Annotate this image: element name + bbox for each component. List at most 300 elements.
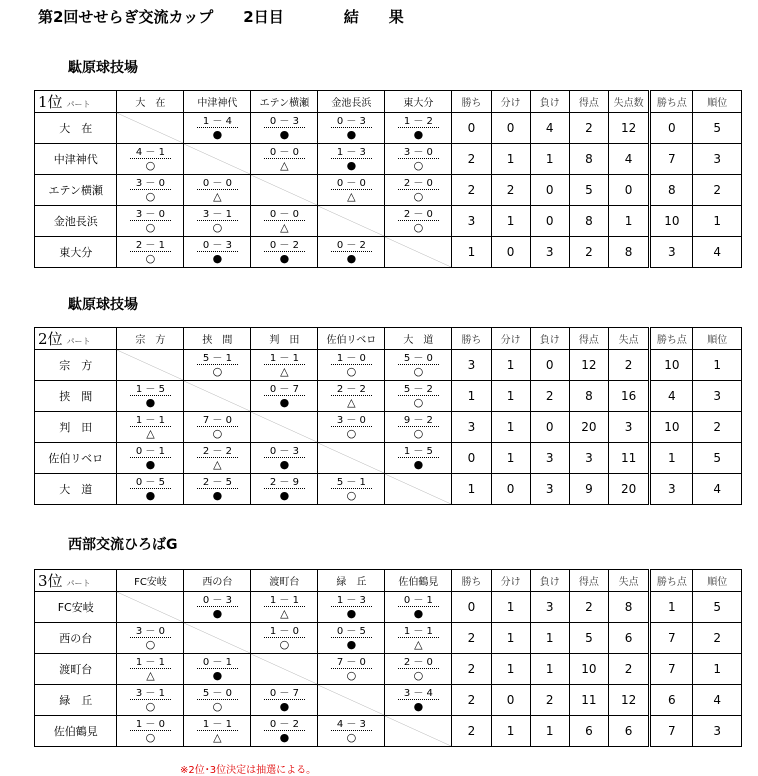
stat-header: 勝ち	[452, 570, 491, 592]
stat-value: 1	[452, 381, 491, 412]
team-column-header: 西の台	[184, 570, 251, 592]
team-column-header: 判 田	[251, 328, 318, 350]
stat-value: 1	[491, 623, 530, 654]
stat-value: 0	[530, 206, 569, 237]
stat-value: 2	[452, 716, 491, 747]
result-mark-icon: △	[213, 457, 222, 471]
stat-header: 順位	[693, 91, 742, 113]
stat-value: 4	[650, 381, 693, 412]
self-match-cell	[117, 592, 184, 623]
result-mark-icon: △	[280, 158, 289, 172]
stat-value: 16	[608, 381, 649, 412]
match-result-cell	[385, 443, 452, 474]
stat-header: 負け	[530, 91, 569, 113]
stat-value: 11	[569, 685, 608, 716]
team-row	[35, 206, 742, 237]
team-row-header: 大 在	[35, 113, 117, 144]
match-result	[184, 206, 250, 236]
match-result	[117, 685, 183, 715]
venue-label: 西部交流ひろばG	[68, 537, 178, 553]
team-row-header: 緑 丘	[35, 685, 117, 716]
match-score: 0 － 3	[264, 446, 305, 458]
team-row	[35, 592, 742, 623]
match-score: 0 － 1	[398, 595, 439, 607]
stat-value: 4	[530, 113, 569, 144]
team-row	[35, 654, 742, 685]
result-mark-icon: ○	[413, 158, 424, 172]
match-result-cell	[251, 144, 318, 175]
self-match-cell	[117, 113, 184, 144]
result-mark-icon: ○	[145, 637, 156, 651]
stat-value: 2	[491, 175, 530, 206]
stat-value: 5	[693, 443, 742, 474]
stat-value: 6	[608, 716, 649, 747]
stat-value: 5	[693, 592, 742, 623]
stat-value: 0	[650, 113, 693, 144]
stat-value: 0	[452, 592, 491, 623]
match-result-cell	[184, 716, 251, 747]
stat-value: 1	[530, 623, 569, 654]
match-result	[385, 381, 451, 411]
match-result	[385, 175, 451, 205]
match-result-cell	[385, 144, 452, 175]
result-mark-icon: △	[146, 668, 155, 682]
stat-value: 3	[693, 716, 742, 747]
team-row-header: エテン横瀬	[35, 175, 117, 206]
match-score: 0 － 0	[264, 209, 305, 221]
stat-value: 0	[491, 474, 530, 505]
match-result-cell	[251, 716, 318, 747]
stat-value: 4	[608, 144, 649, 175]
result-mark-icon: ●	[279, 457, 290, 471]
match-result-cell	[385, 206, 452, 237]
stat-value: 11	[608, 443, 649, 474]
stat-value: 3	[650, 237, 693, 268]
match-result	[251, 381, 317, 411]
diagonal-line	[184, 381, 250, 411]
stat-value: 1	[491, 206, 530, 237]
result-mark-icon: △	[280, 220, 289, 234]
team-row-header: 大 道	[35, 474, 117, 505]
match-result	[117, 144, 183, 174]
team-row	[35, 144, 742, 175]
result-mark-icon: ○	[413, 426, 424, 440]
match-result-cell	[385, 350, 452, 381]
match-result-cell	[184, 474, 251, 505]
team-column-header: エテン横瀬	[251, 91, 318, 113]
match-result	[385, 654, 451, 684]
match-result	[117, 237, 183, 267]
result-mark-icon: ●	[279, 699, 290, 713]
match-result-cell	[184, 350, 251, 381]
stat-header: 勝ち	[452, 91, 491, 113]
match-score: 3 － 0	[398, 147, 439, 159]
rank-corner-cell	[35, 91, 117, 113]
diagonal-line	[184, 623, 250, 653]
header-row	[35, 570, 742, 592]
match-result-cell	[318, 592, 385, 623]
match-result-cell	[385, 412, 452, 443]
match-result-cell	[251, 381, 318, 412]
match-result-cell	[251, 443, 318, 474]
stat-value: 0	[530, 350, 569, 381]
match-score: 3 － 1	[130, 688, 171, 700]
stat-header: 順位	[693, 570, 742, 592]
match-result	[184, 237, 250, 267]
match-result	[184, 350, 250, 380]
diagonal-line	[385, 474, 451, 504]
stat-value: 0	[608, 175, 649, 206]
match-score: 5 － 1	[197, 353, 238, 365]
match-result	[251, 474, 317, 504]
stat-value: 3	[530, 237, 569, 268]
match-score: 1 － 1	[130, 415, 171, 427]
stat-value: 2	[530, 381, 569, 412]
stat-header: 順位	[693, 328, 742, 350]
diagonal-line	[318, 685, 384, 715]
match-result	[117, 381, 183, 411]
self-match-cell	[251, 654, 318, 685]
stat-value: 0	[452, 443, 491, 474]
standings-table-group-1	[34, 90, 742, 268]
match-result	[318, 623, 384, 653]
match-result-cell	[117, 206, 184, 237]
stat-value: 2	[569, 113, 608, 144]
result-mark-icon: ○	[413, 668, 424, 682]
match-result-cell	[318, 412, 385, 443]
match-result-cell	[117, 654, 184, 685]
result-mark-icon: ○	[145, 730, 156, 744]
match-score: 1 － 4	[197, 116, 238, 128]
match-result	[117, 206, 183, 236]
stat-header: 分け	[491, 91, 530, 113]
match-result	[385, 144, 451, 174]
venue-label: 駄原球技場	[68, 297, 138, 313]
match-result	[117, 474, 183, 504]
match-score: 3 － 0	[130, 626, 171, 638]
match-result	[318, 474, 384, 504]
stat-value: 3	[452, 350, 491, 381]
match-score: 1 － 2	[398, 116, 439, 128]
self-match-cell	[251, 412, 318, 443]
match-result-cell	[318, 237, 385, 268]
team-column-header: 金池長浜	[318, 91, 385, 113]
team-row	[35, 237, 742, 268]
team-row	[35, 685, 742, 716]
stat-value: 5	[569, 623, 608, 654]
result-mark-icon: ●	[145, 457, 156, 471]
match-result	[117, 412, 183, 442]
result-mark-icon: △	[280, 606, 289, 620]
diagonal-line	[318, 206, 384, 236]
stat-value: 3	[608, 412, 649, 443]
match-result-cell	[251, 206, 318, 237]
match-result	[251, 592, 317, 622]
stat-value: 10	[569, 654, 608, 685]
stat-value: 2	[608, 654, 649, 685]
match-result-cell	[318, 381, 385, 412]
stat-value: 6	[569, 716, 608, 747]
stat-value: 1	[650, 443, 693, 474]
stat-header: 得点	[569, 328, 608, 350]
stat-value: 8	[569, 381, 608, 412]
stat-value: 8	[608, 592, 649, 623]
stat-value: 3	[530, 592, 569, 623]
stat-value: 10	[650, 206, 693, 237]
match-score: 3 － 0	[130, 178, 171, 190]
diagonal-line	[251, 412, 317, 442]
result-mark-icon: ○	[212, 699, 223, 713]
match-score: 2 － 0	[398, 209, 439, 221]
match-result	[117, 175, 183, 205]
stat-header: 得点	[569, 570, 608, 592]
result-mark-icon: ○	[346, 730, 357, 744]
self-match-cell	[318, 206, 385, 237]
team-column-header: 中津神代	[184, 91, 251, 113]
match-score: 0 － 3	[197, 240, 238, 252]
result-mark-icon: ●	[346, 127, 357, 141]
result-mark-icon: ●	[346, 637, 357, 651]
stat-value: 1	[491, 654, 530, 685]
match-result	[385, 412, 451, 442]
match-result	[251, 716, 317, 746]
match-score: 1 － 5	[398, 446, 439, 458]
match-result	[318, 175, 384, 205]
stat-value: 2	[452, 685, 491, 716]
stat-value: 1	[693, 206, 742, 237]
match-result	[318, 237, 384, 267]
stat-value: 20	[569, 412, 608, 443]
match-result	[184, 443, 250, 473]
stat-value: 0	[452, 113, 491, 144]
stat-value: 4	[693, 474, 742, 505]
part-label: パート	[66, 337, 91, 346]
stat-value: 1	[491, 381, 530, 412]
stat-value: 2	[452, 175, 491, 206]
stat-value: 2	[569, 237, 608, 268]
self-match-cell	[385, 237, 452, 268]
match-score: 0 － 1	[197, 657, 238, 669]
stat-header: 失点	[608, 570, 649, 592]
team-row-header: 西の台	[35, 623, 117, 654]
group-rank-label: 2位	[38, 330, 63, 348]
match-score: 2 － 0	[398, 657, 439, 669]
self-match-cell	[184, 381, 251, 412]
result-mark-icon: ●	[279, 395, 290, 409]
stat-value: 7	[650, 144, 693, 175]
stat-value: 9	[569, 474, 608, 505]
rank-corner-cell	[35, 570, 117, 592]
self-match-cell	[117, 350, 184, 381]
match-score: 1 － 1	[264, 595, 305, 607]
result-mark-icon: ○	[413, 189, 424, 203]
stat-value: 1	[530, 716, 569, 747]
stat-value: 2	[693, 623, 742, 654]
stat-header: 勝ち点	[650, 570, 693, 592]
result-mark-icon: ○	[346, 426, 357, 440]
stat-header: 負け	[530, 570, 569, 592]
match-result-cell	[385, 175, 452, 206]
result-mark-icon: ●	[212, 606, 223, 620]
match-result	[117, 443, 183, 473]
stat-header: 負け	[530, 328, 569, 350]
standings-table-group-3	[34, 569, 742, 747]
match-score: 4 － 3	[331, 719, 372, 731]
result-mark-icon: ●	[212, 251, 223, 265]
match-result-cell	[117, 474, 184, 505]
match-score: 5 － 1	[331, 477, 372, 489]
match-score: 2 － 5	[197, 477, 238, 489]
team-row	[35, 113, 742, 144]
result-mark-icon: ○	[279, 637, 290, 651]
match-result	[251, 113, 317, 143]
team-row-header: 判 田	[35, 412, 117, 443]
team-row	[35, 175, 742, 206]
stat-value: 2	[693, 412, 742, 443]
stat-header: 勝ち点	[650, 328, 693, 350]
match-result-cell	[184, 654, 251, 685]
team-row-header: 中津神代	[35, 144, 117, 175]
team-column-header: 東大分	[385, 91, 452, 113]
result-mark-icon: ●	[413, 457, 424, 471]
match-result	[385, 592, 451, 622]
part-label: パート	[66, 100, 91, 109]
standings-table-group-2	[34, 327, 742, 505]
team-row	[35, 381, 742, 412]
result-mark-icon: ●	[413, 699, 424, 713]
diagonal-line	[251, 654, 317, 684]
match-result	[184, 654, 250, 684]
match-result	[251, 685, 317, 715]
result-mark-icon: ○	[413, 395, 424, 409]
match-result-cell	[117, 144, 184, 175]
match-result-cell	[251, 623, 318, 654]
match-result-cell	[385, 113, 452, 144]
match-score: 2 － 9	[264, 477, 305, 489]
result-mark-icon: ●	[212, 127, 223, 141]
self-match-cell	[318, 443, 385, 474]
match-score: 1 － 1	[197, 719, 238, 731]
match-score: 3 － 4	[398, 688, 439, 700]
stat-value: 1	[491, 592, 530, 623]
match-result-cell	[184, 685, 251, 716]
match-score: 7 － 0	[197, 415, 238, 427]
match-result	[251, 144, 317, 174]
match-score: 1 － 1	[264, 353, 305, 365]
match-result	[318, 716, 384, 746]
stat-value: 0	[491, 113, 530, 144]
match-score: 2 － 1	[130, 240, 171, 252]
result-mark-icon: ●	[279, 730, 290, 744]
team-row-header: 挟 間	[35, 381, 117, 412]
team-row-header: 金池長浜	[35, 206, 117, 237]
self-match-cell	[184, 623, 251, 654]
stat-value: 1	[491, 350, 530, 381]
team-column-header: 佐伯リベロ	[318, 328, 385, 350]
team-column-header: 佐伯鶴見	[385, 570, 452, 592]
match-result-cell	[385, 592, 452, 623]
team-row-header: 佐伯リベロ	[35, 443, 117, 474]
result-mark-icon: ●	[346, 158, 357, 172]
match-result-cell	[117, 381, 184, 412]
match-result-cell	[184, 113, 251, 144]
match-result-cell	[318, 474, 385, 505]
result-mark-icon: ●	[413, 606, 424, 620]
result-mark-icon: ●	[413, 127, 424, 141]
header-row	[35, 328, 742, 350]
group-rank-label: 3位	[38, 572, 63, 590]
result-mark-icon: ○	[413, 364, 424, 378]
self-match-cell	[184, 144, 251, 175]
stat-value: 0	[530, 175, 569, 206]
stat-value: 3	[693, 144, 742, 175]
match-score: 0 － 2	[331, 240, 372, 252]
stat-header: 勝ち点	[650, 91, 693, 113]
match-result-cell	[184, 592, 251, 623]
stat-value: 2	[452, 623, 491, 654]
group-rank-label: 1位	[38, 93, 63, 111]
match-score: 5 － 0	[398, 353, 439, 365]
self-match-cell	[385, 474, 452, 505]
match-score: 0 － 2	[264, 240, 305, 252]
self-match-cell	[251, 175, 318, 206]
stat-value: 1	[452, 474, 491, 505]
match-result	[184, 592, 250, 622]
result-mark-icon: ○	[145, 251, 156, 265]
result-mark-icon: ●	[279, 251, 290, 265]
team-row-header: FC安岐	[35, 592, 117, 623]
match-score: 1 － 0	[264, 626, 305, 638]
stat-value: 3	[650, 474, 693, 505]
diagonal-line	[385, 716, 451, 746]
stat-value: 0	[491, 685, 530, 716]
match-result-cell	[184, 412, 251, 443]
stat-value: 6	[650, 685, 693, 716]
stat-value: 8	[569, 206, 608, 237]
team-row	[35, 716, 742, 747]
diagonal-line	[251, 175, 317, 205]
team-column-header: 大 在	[117, 91, 184, 113]
match-result-cell	[385, 623, 452, 654]
match-result	[184, 716, 250, 746]
diagonal-line	[117, 113, 183, 143]
stat-value: 1	[491, 443, 530, 474]
match-result-cell	[117, 412, 184, 443]
self-match-cell	[318, 685, 385, 716]
result-mark-icon: △	[213, 730, 222, 744]
result-mark-icon: ○	[212, 426, 223, 440]
diagonal-line	[385, 237, 451, 267]
team-row-header: 宗 方	[35, 350, 117, 381]
stat-value: 10	[650, 412, 693, 443]
match-score: 0 － 1	[130, 446, 171, 458]
match-result	[251, 350, 317, 380]
match-score: 1 － 5	[130, 384, 171, 396]
stat-value: 7	[650, 623, 693, 654]
match-result-cell	[117, 443, 184, 474]
match-result-cell	[117, 237, 184, 268]
match-score: 7 － 0	[331, 657, 372, 669]
team-column-header: 挟 間	[184, 328, 251, 350]
match-result	[251, 443, 317, 473]
stat-value: 1	[452, 237, 491, 268]
stat-value: 2	[608, 350, 649, 381]
stat-value: 8	[608, 237, 649, 268]
result-mark-icon: ●	[346, 251, 357, 265]
stat-value: 7	[650, 716, 693, 747]
stat-value: 2	[693, 175, 742, 206]
result-mark-icon: ●	[212, 488, 223, 502]
